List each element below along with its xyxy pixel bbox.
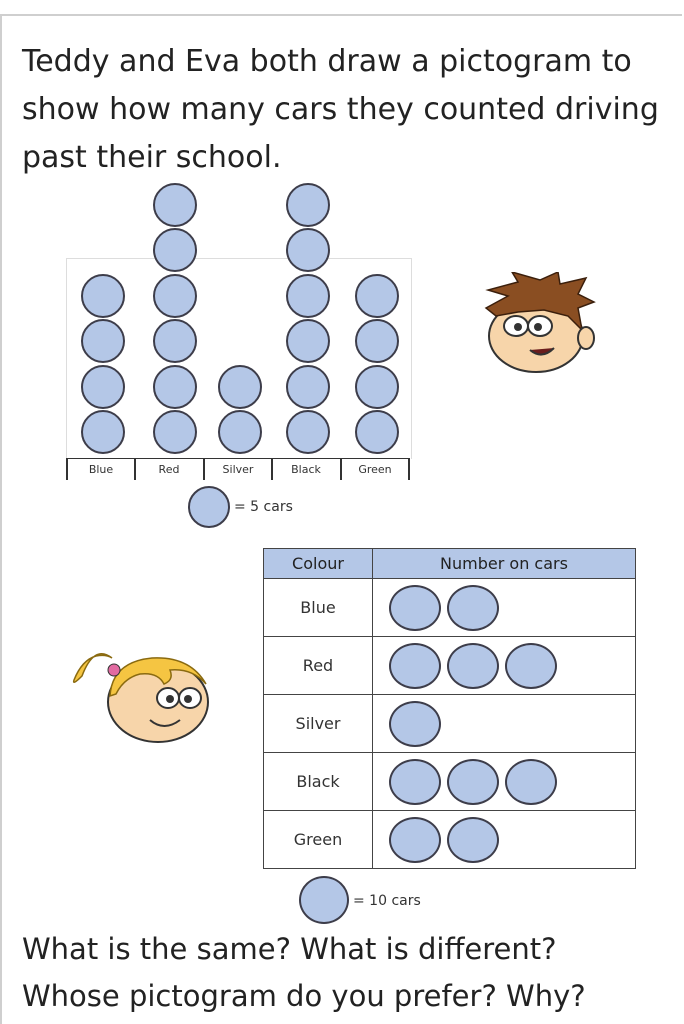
pictogram-symbol <box>447 817 499 863</box>
teddy-key-text: = 5 cars <box>234 499 293 515</box>
header-number: Number on cars <box>373 549 636 579</box>
pictogram-symbol <box>389 643 441 689</box>
pictogram-symbol <box>153 365 197 409</box>
row-symbols <box>373 579 636 637</box>
pictogram-symbol <box>286 183 330 227</box>
row-symbols <box>373 753 636 811</box>
pictogram-symbol <box>355 319 399 363</box>
row-symbols <box>373 637 636 695</box>
pictogram-symbol <box>389 759 441 805</box>
row-symbols <box>373 811 636 869</box>
pictogram-symbol <box>286 228 330 272</box>
table-row <box>264 637 636 695</box>
pictogram-symbol <box>447 759 499 805</box>
pictogram-symbol <box>153 183 197 227</box>
category-label: Blue <box>88 463 114 476</box>
pictogram-symbol <box>389 817 441 863</box>
pictogram-symbol <box>505 643 557 689</box>
pictogram-symbol <box>355 274 399 318</box>
pictogram-symbol <box>153 274 197 318</box>
pictogram-symbol <box>389 701 441 747</box>
pictogram-symbol <box>355 365 399 409</box>
category-axis <box>66 458 410 459</box>
category-label: Silver <box>222 463 254 476</box>
pictogram-symbol <box>355 410 399 454</box>
pictogram-symbol <box>286 319 330 363</box>
girl-face-icon <box>70 640 216 746</box>
key-circle-symbol-icon <box>299 876 349 924</box>
pictogram-symbol <box>286 274 330 318</box>
question-text <box>22 926 672 1020</box>
pictogram-symbol <box>153 319 197 363</box>
question-line: What is the same? What is different? <box>22 932 557 966</box>
pictogram-symbol <box>447 585 499 631</box>
table-row <box>264 695 636 753</box>
pictogram-symbol <box>153 228 197 272</box>
pictogram-symbol <box>81 410 125 454</box>
row-symbols <box>373 695 636 753</box>
pictogram-symbol <box>81 274 125 318</box>
pictogram-symbol <box>286 410 330 454</box>
pictogram-symbol <box>153 410 197 454</box>
table-row <box>264 753 636 811</box>
pictogram-symbol <box>81 365 125 409</box>
row-label: Blue <box>264 579 373 637</box>
row-label: Green <box>264 811 373 869</box>
pictogram-symbol <box>81 319 125 363</box>
eva-key-text: = 10 cars <box>353 893 421 909</box>
key-circle-symbol-icon <box>188 486 230 528</box>
pictogram-symbol <box>218 365 262 409</box>
category-label: Green <box>358 463 392 476</box>
pictogram-symbol <box>447 643 499 689</box>
category-label: Red <box>158 463 180 476</box>
row-label: Red <box>264 637 373 695</box>
pictogram-symbol <box>389 585 441 631</box>
boy-face-icon <box>478 272 598 376</box>
eva-pictogram-table <box>263 548 636 869</box>
header-colour: Colour <box>264 549 373 579</box>
pictogram-symbol <box>286 365 330 409</box>
pictogram-symbol <box>505 759 557 805</box>
pictogram-symbol <box>218 410 262 454</box>
category-label: Black <box>291 463 321 476</box>
table-row <box>264 811 636 869</box>
intro-text: Teddy and Eva both draw a pictogram to show how many cars they counted driving past their school. <box>22 44 659 175</box>
row-label: Silver <box>264 695 373 753</box>
question-line: Whose pictogram do you prefer? Why? <box>22 979 586 1013</box>
table-row <box>264 579 636 637</box>
row-label: Black <box>264 753 373 811</box>
table-body <box>264 579 636 869</box>
